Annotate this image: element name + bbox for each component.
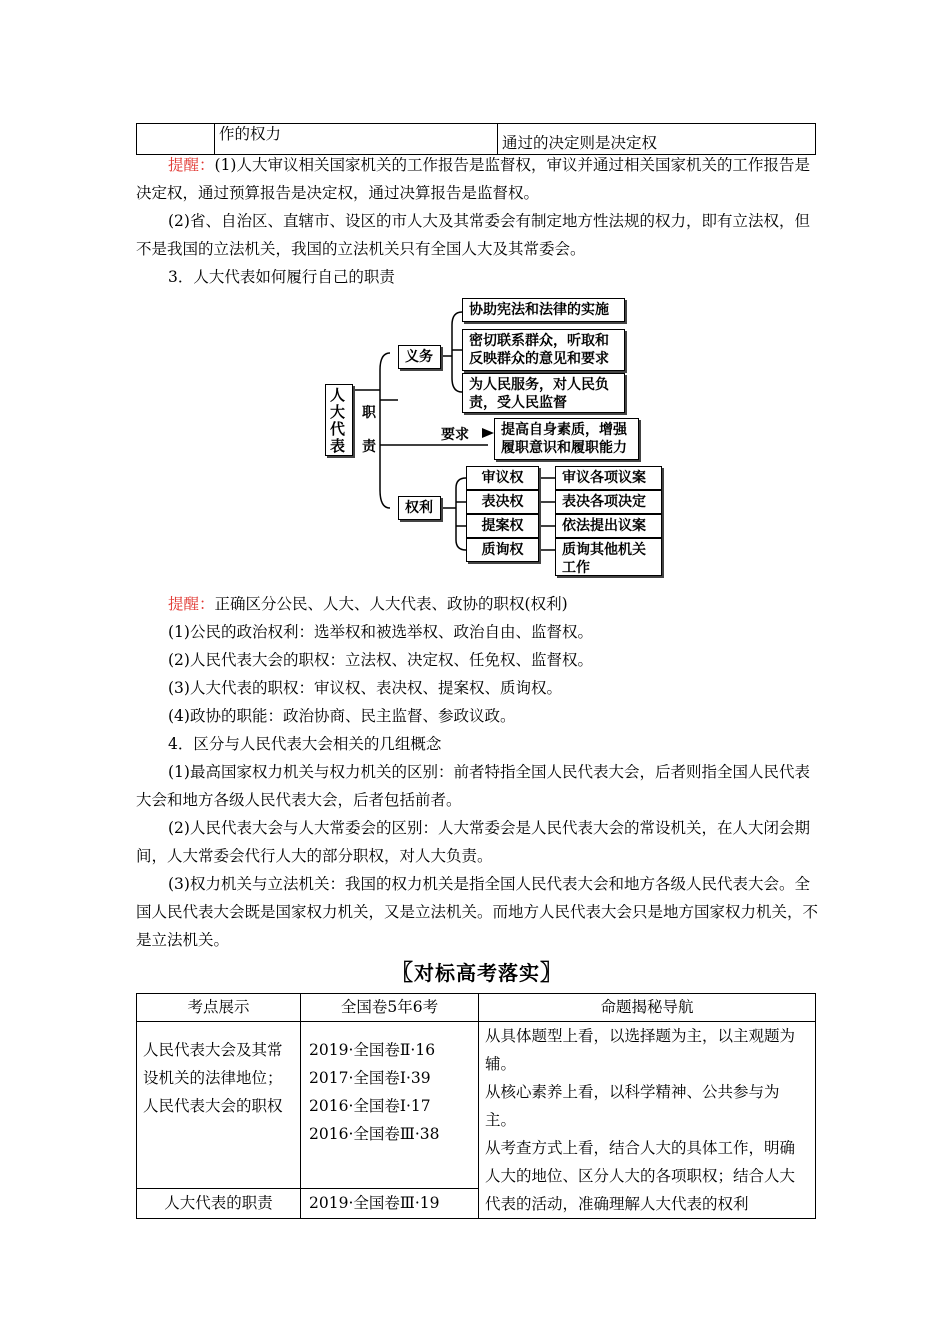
reminder2-item-1: (1)公民的政治权利：选举权和被选举权、政治自由、监督权。 [168, 623, 593, 641]
requirement-box: 提高自身素质，增强履职意识和履职能力 [494, 418, 639, 460]
guide-item-2: 从核心素养上看，以科学精神、公共参与为主。 [485, 1083, 780, 1129]
rights-box: 权利 [398, 496, 441, 520]
duty-char-2: 责 [362, 439, 376, 455]
top-table-cell-middle: 作的权力 [215, 124, 498, 155]
obligation-box: 义务 [398, 345, 441, 369]
exam-ref: 2016·全国卷Ⅲ·38 [309, 1125, 440, 1143]
exam-row2-exams: 2019·全国卷Ⅲ·19 [301, 1189, 479, 1219]
reminder2-item-2: (2)人民代表大会的职权：立法权、决定权、任免权、监督权。 [168, 651, 593, 669]
exam-row2-topic: 人大代表的职责 [137, 1189, 301, 1219]
duty-char-1: 职 [362, 405, 376, 421]
exam-guide [479, 1022, 816, 1219]
requirement-label: 要求 [441, 427, 469, 443]
right-name-2: 表决权 [466, 490, 539, 514]
exam-header-guide: 命题揭秘导航 [479, 994, 816, 1022]
reminder1-item2: (2)省、自治区、直辖市、设区的市人大及其常委会有制定地方性法规的权力，即有立法权，但不是我国的立法机关，我国的立法机关只有全国人大及其常委会。 [136, 212, 810, 258]
section3-title: 3．人大代表如何履行自己的职责 [168, 268, 395, 286]
section4-item-1: (1)最高国家权力机关与权力机关的区别：前者特指全国人民代表大会，后者则指全国人民代表大会和地方各级人民代表大会，后者包括前者。 [136, 763, 810, 809]
right-desc-4: 质询其他机关工作 [555, 538, 662, 576]
reminder2-item-4: (4)政协的职能：政治协商、民主监督、参政议政。 [168, 707, 516, 725]
reminder-label: 提醒： [168, 595, 215, 613]
section4-title: 4．区分与人民代表大会相关的几组概念 [168, 735, 442, 753]
exam-row1-topic: 人民代表大会及其常设机关的法律地位；人民代表大会的职权 [137, 1022, 301, 1189]
section4-item-2: (2)人民代表大会与人大常委会的区别：人大常委会是人民代表大会的常设机关，在人大闭会期间，人大常委会代行人大的部分职权，对人大负责。 [136, 819, 810, 865]
guide-item-3: 从考查方式上看，结合人大的具体工作，明确人大的地位、区分人大的各项职权；结合人大代表的活动，准确理解人大代表的权利 [485, 1139, 796, 1213]
reminder-label: 提醒： [168, 156, 215, 174]
exam-row1-exams [301, 1022, 479, 1189]
exam-header-topic: 考点展示 [137, 994, 301, 1022]
right-name-4: 质询权 [466, 538, 539, 562]
reminder1-item1: 提醒：(1)人大审议相关国家机关的工作报告是监督权，审议并通过相关国家机关的工作报告是决定权，通过预算报告是决定权，通过决算报告是监督权。 [136, 156, 810, 202]
exam-ref: 2016·全国卷Ⅰ·17 [309, 1097, 431, 1115]
exam-table [136, 993, 816, 1219]
exam-ref: 2017·全国卷Ⅰ·39 [309, 1069, 431, 1087]
reminder2-item-3: (3)人大代表的职权：审议权、表决权、提案权、质询权。 [168, 679, 562, 697]
exam-header: 〖对标高考落实〗 [390, 961, 564, 986]
obligation-3: 为人民服务，对人民负责，受人民监督 [462, 373, 625, 413]
guide-item-1: 从具体题型上看，以选择题为主，以主观题为辅。 [485, 1027, 796, 1073]
exam-header-years: 全国卷5年6考 [301, 994, 479, 1022]
right-desc-2: 表决各项决定 [555, 490, 662, 514]
section4-item-3: (3)权力机关与立法机关：我国的权力机关是指全国人民代表大会和地方各级人民代表大会。全国人民代表大会既是国家权力机关，又是立法机关。而地方人民代表大会只是地方国家权力机关，不是立法机关。 [136, 875, 819, 949]
right-name-1: 审议权 [466, 466, 539, 490]
right-desc-1: 审议各项议案 [555, 466, 662, 490]
obligation-2: 密切联系群众，听取和反映群众的意见和要求 [462, 329, 625, 371]
exam-ref: 2019·全国卷Ⅱ·16 [309, 1041, 436, 1059]
top-table-cell-right: 通过的决定则是决定权 [498, 124, 816, 155]
obligation-1: 协助宪法和法律的实施 [462, 298, 625, 322]
right-name-3: 提案权 [466, 514, 539, 538]
right-desc-3: 依法提出议案 [555, 514, 662, 538]
root-box: 人大代表 [325, 384, 353, 456]
reminder2-intro: 提醒：正确区分公民、人大、人大代表、政协的职权(权利) [168, 595, 568, 613]
